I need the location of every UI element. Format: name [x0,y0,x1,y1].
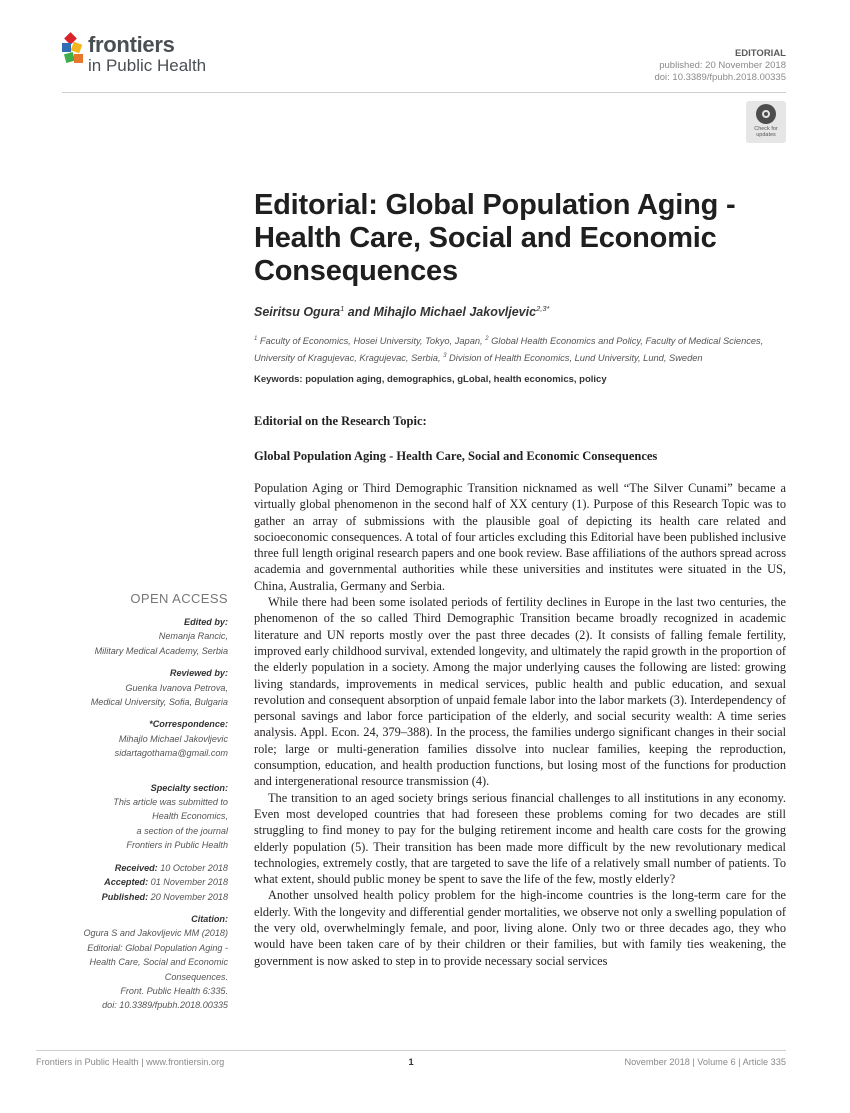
correspondence-email[interactable]: sidartagothama@gmail.com [114,748,228,759]
body-paragraph: The transition to an aged society brings serious financial challenges to all institutions in any economy. Even most developed countries that had foreseen these problems coming for two decades are still struggling to find money to pay for the bulging retirement income and health care costs for the growing elderly population (5). Their transition has been made more difficult by the new revolutionary medical technologies, extremely costly, that are targeted to save the life of a relatively small number of patients. To what extent, should public money be spent to save the life of the few, mostly elderly? [254,790,786,887]
accepted-date: 01 November 2018 [148,877,228,888]
author-sup: 2,3* [536,304,550,313]
frontiers-logo-icon [62,34,84,68]
citation-line: Editorial: Global Population Aging - [87,942,228,953]
specialty-line: This article was submitted to [113,797,228,808]
article-body [254,480,786,969]
edited-by-section [54,615,228,658]
published-date: published: 20 November 2018 [659,60,786,71]
author-link[interactable]: Seiritsu Ogura [254,305,341,320]
keywords-list: population aging, demographics, gLobal, health economics, policy [302,374,607,385]
body-paragraph: Another unsolved health policy problem for the high-income countries is the long-term care for the elderly. With the longevity and differential gender mortalities, we observe not only a swelling population of the very old, overwhelmingly female, and poor, living alone. Only two or three decades ago, they who would have been taken care of by their children or their families, but with family ties weakening, the government is now asked to step in to provide necessary social services [254,888,786,968]
header-divider [62,92,786,93]
article-sidebar [54,591,228,1021]
article-title: Editorial: Global Population Aging - Health Care, Social and Economic Consequences [254,189,736,287]
check-updates-label-2: updates [756,132,776,138]
article-type: EDITORIAL [734,48,786,59]
citation-line: Consequences. [164,971,228,982]
author-list [254,304,549,319]
received-date: 10 October 2018 [157,862,228,873]
page-number: 1 [408,1057,414,1067]
dates-section [54,861,228,904]
author-link[interactable]: Mihajlo Michael Jakovljevic [373,305,537,320]
footer-divider [36,1050,786,1051]
editor-affiliation: Military Medical Academy, Serbia [94,645,228,656]
citation-doi[interactable]: doi: 10.3389/fpubh.2018.00335 [102,1000,228,1011]
author-separator: and [344,305,374,320]
citation-label: Citation: [191,913,228,924]
footer-issue-info: November 2018 | Volume 6 | Article 335 [624,1057,786,1067]
journal-logo[interactable] [62,34,206,74]
reviewer-name[interactable]: Guenka Ivanova Petrova, [125,682,228,693]
correspondence-name: Mihajlo Michael Jakovljevic [118,733,228,744]
author-sup: 1 [340,304,345,313]
affiliation-2: Global Health Economics and Policy, Faculty of Medical Sciences, University of Kragujevac, Kragujevac, Serbia, [254,336,764,363]
reviewed-by-section [54,666,228,709]
published-label: Published: [101,891,149,902]
published-date-sidebar: 20 November 2018 [148,891,228,902]
crossmark-icon [756,104,776,124]
specialty-line: Health Economics, [152,811,228,822]
check-for-updates-button[interactable] [746,101,786,143]
open-access-label: OPEN ACCESS [130,591,228,606]
affil-sup: 3 [443,352,447,359]
editor-name[interactable]: Nemanja Rancic, [158,631,228,642]
correspondence-label: *Correspondence: [149,719,228,730]
logo-journal-name: in Public Health [88,56,207,75]
article-doi[interactable]: doi: 10.3389/fpubh.2018.00335 [654,72,786,83]
affil-sup: 1 [254,336,258,342]
citation-section [54,912,228,1013]
specialty-line: a section of the journal [136,825,228,836]
affiliation-1: Faculty of Economics, Hosei University, Tokyo, Japan, [257,336,486,347]
accepted-label: Accepted: [104,877,149,888]
correspondence-section [54,717,228,760]
citation-line: Ogura S and Jakovljevic MM (2018) [83,928,228,939]
research-topic-heading: Editorial on the Research Topic: [254,414,427,428]
footer-journal-link[interactable]: Frontiers in Public Health | www.frontiersin.org [36,1057,225,1067]
body-paragraph: While there had been some isolated periods of fertility declines in Europe in the last two centuries, the phenomenon of the so called Third Demographic Transition became broadly recognized in academic literature and UN reports mostly over the past three decades (2). It consists of falling female fertility, improved early childhood survival, extended longevity, and ultimately the rapid growth in the proportion of the elderly population in a society. Among the major underlying causes the following are listed: growing living standards, improvements in medical services, public health and public education, and sexual revolution and consequent absorption of unpaid female labor into the labor markets (3). Interdependency of personal savings and labor force participation of the elderly, and social security wealth: A time series analysis. Appl. Econ. 24, 379–388). In the process, the families undergo significant changes in their social role; large or multi-generation families dissolve into nuclear families, keeping the reproduction, consumption, education, and health production functions, but losing most of the functions for production and intergenerational resource transmission (4). [254,595,786,789]
received-label: Received: [114,862,158,873]
reviewer-affiliation: Medical University, Sofia, Bulgaria [90,697,228,708]
body-paragraph: Population Aging or Third Demographic Transition nicknamed as well “The Silver Cunami” became a virtually global phenomenon in the second half of XX century (1). Purpose of this Research Topic was to gather an array of submissions with the plausible goal of depicting its health care related and socioeconomic consequences. A total of four articles excluding this Editorial have been published inclusive three full length original research papers and one book review. Base affiliations of the authors spread across academia and governmental authorities while these universities and institutes were situated in the US, China, Australia, Germany and Serbia. [254,481,786,593]
edited-by-label: Edited by: [184,617,228,627]
article-meta [654,48,786,84]
specialty-section [54,781,228,853]
affil-sup: 2 [485,336,489,342]
affiliation-3: Division of Health Economics, Lund University, Lund, Sweden [446,352,703,363]
citation-line: Health Care, Social and Economic [89,957,228,968]
keywords [254,374,607,385]
specialty-label: Specialty section: [150,782,228,793]
keywords-label: Keywords: [254,374,303,385]
affiliations [254,332,790,365]
check-updates-label-1: Check for [754,126,778,132]
logo-name: frontiers [88,32,175,57]
citation-line: Front. Public Health 6:335. [120,985,228,996]
reviewed-by-label: Reviewed by: [169,668,228,679]
specialty-line: Frontiers in Public Health [126,840,228,851]
research-topic-title[interactable]: Global Population Aging - Health Care, Social and Economic Consequences [254,449,658,463]
